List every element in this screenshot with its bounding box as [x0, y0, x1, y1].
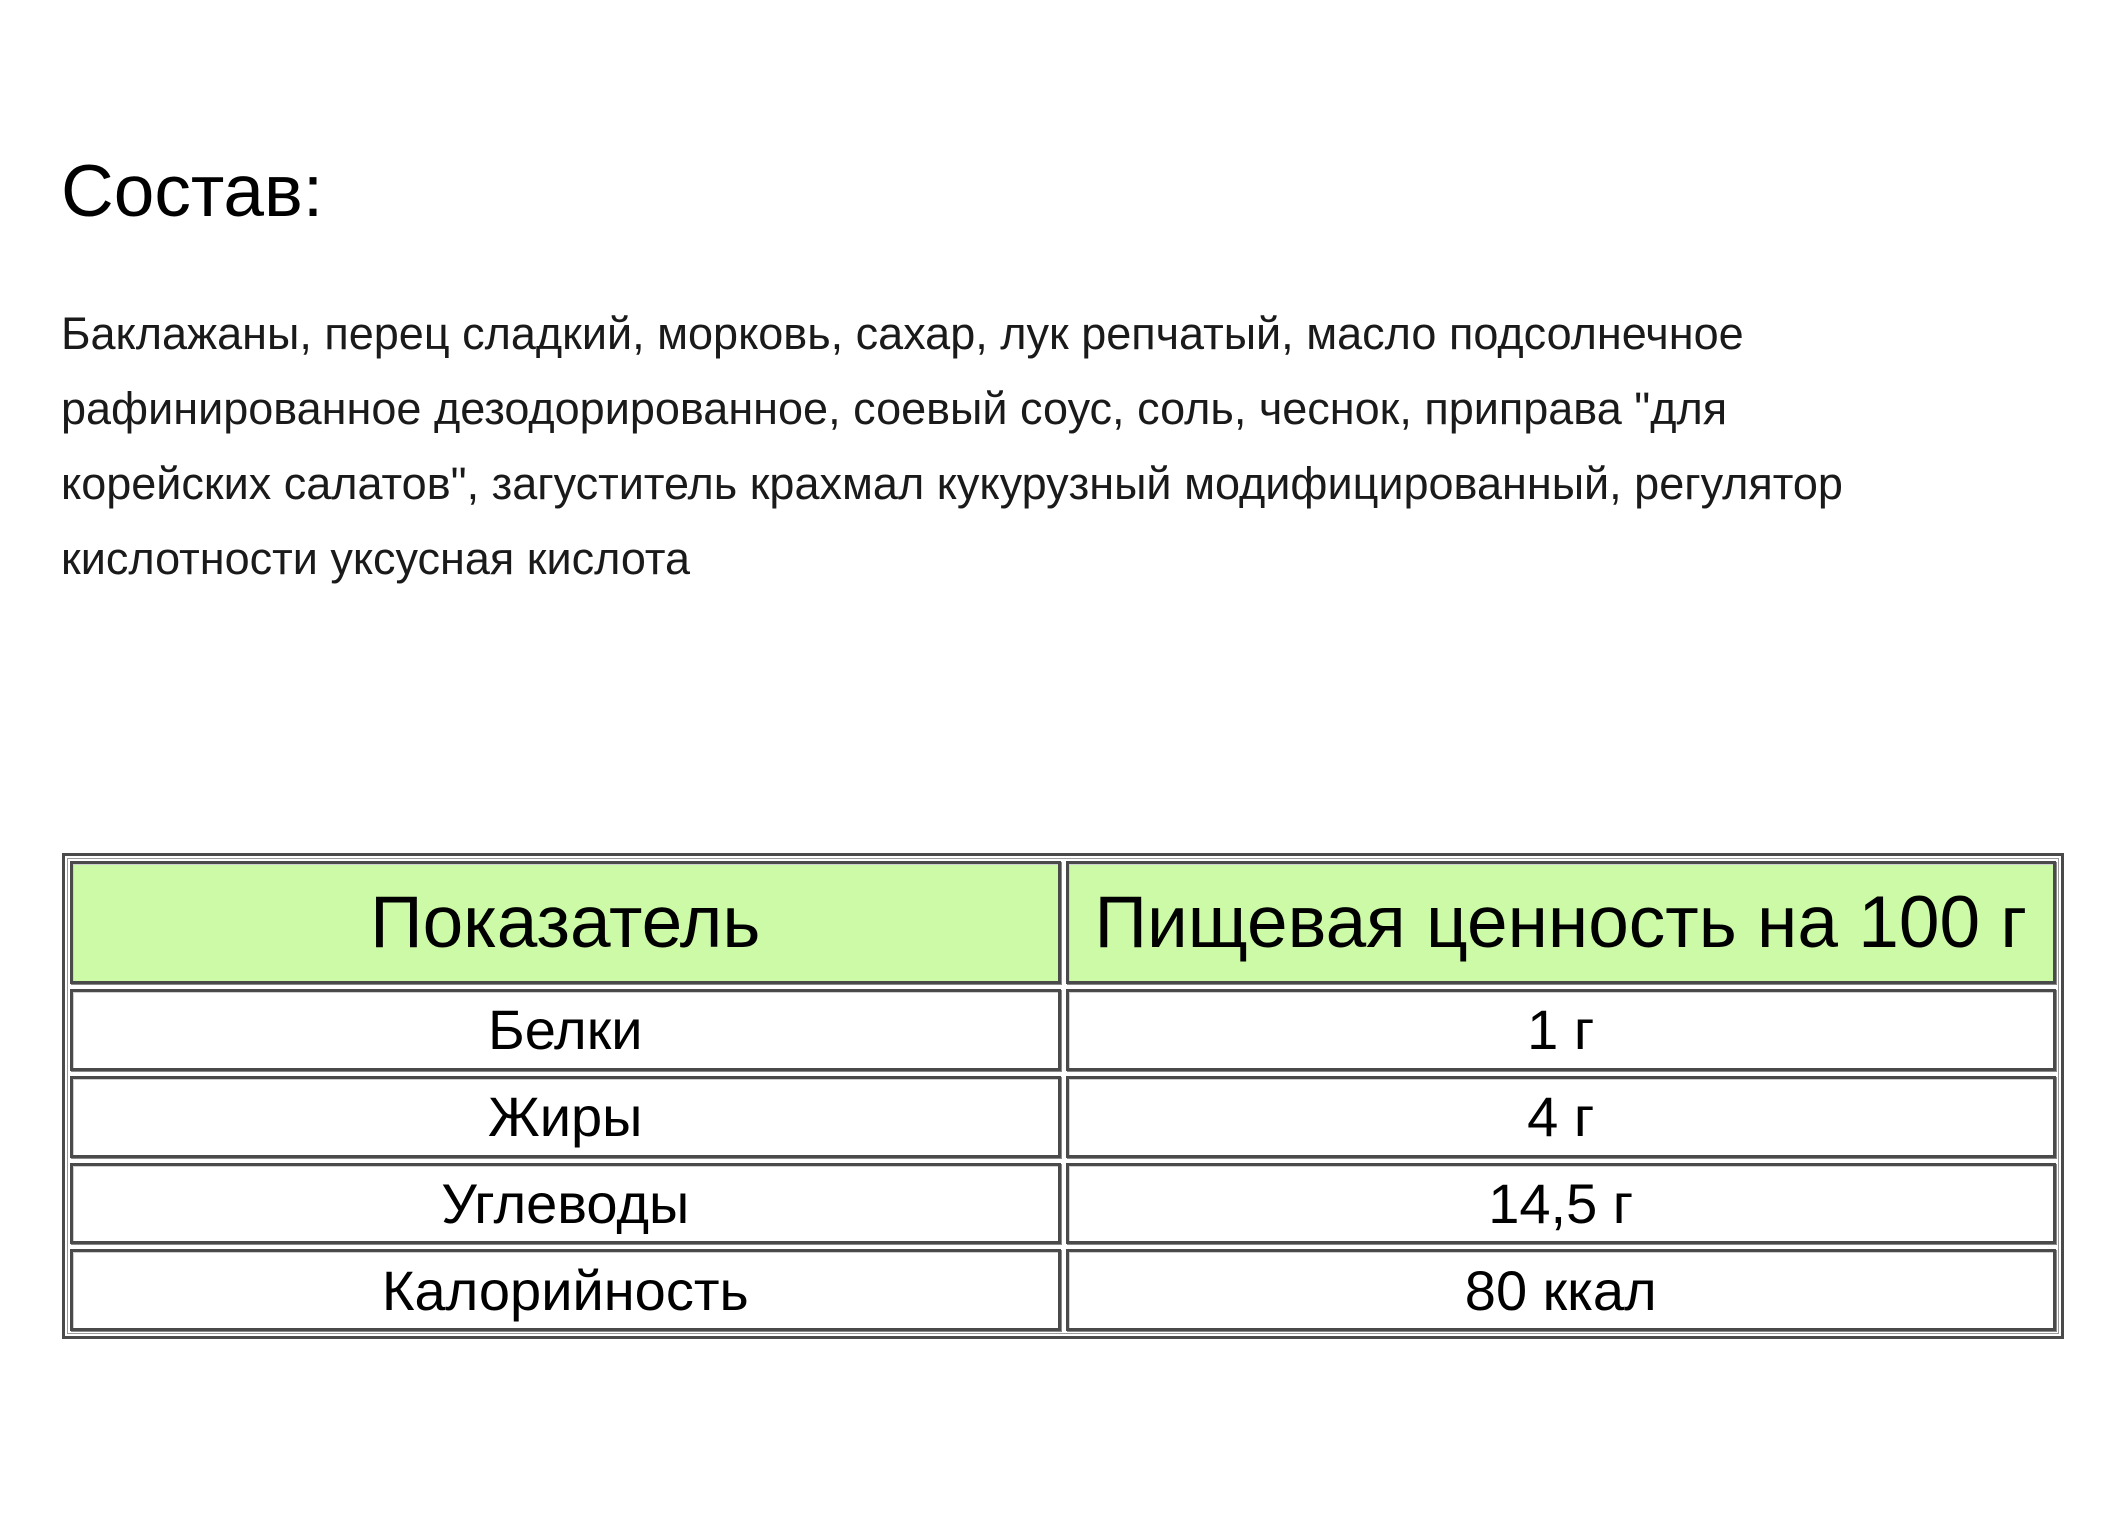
- row-label: Жиры: [70, 1076, 1061, 1158]
- ingredients-line: рафинированное дезодорированное, соевый соус, соль, чеснок, приправа "для: [61, 383, 1728, 434]
- ingredients-line: кислотности уксусная кислота: [61, 533, 691, 584]
- table-row: [70, 989, 2056, 1071]
- row-label: Белки: [70, 989, 1061, 1071]
- table-header-row: [70, 861, 2056, 984]
- header-nutritional-value: Пищевая ценность на 100 г: [1066, 861, 2057, 984]
- row-value: 4 г: [1066, 1076, 2057, 1158]
- table-row: [70, 1163, 2056, 1245]
- row-label: Углеводы: [70, 1163, 1061, 1245]
- row-label: Калорийность: [70, 1249, 1061, 1331]
- header-indicator: Показатель: [70, 861, 1061, 984]
- ingredients-line: Баклажаны, перец сладкий, морковь, сахар, лук репчатый, масло подсолнечное: [61, 308, 1744, 359]
- table-row: [70, 1076, 2056, 1158]
- ingredients-line: корейских салатов", загуститель крахмал кукурузный модифицированный, регулятор: [61, 458, 1843, 509]
- row-value: 1 г: [1066, 989, 2057, 1071]
- row-value: 14,5 г: [1066, 1163, 2057, 1245]
- composition-heading: Состав:: [61, 151, 324, 232]
- table-row: [70, 1249, 2056, 1331]
- nutrition-table: [62, 853, 2064, 1339]
- row-value: 80 ккал: [1066, 1249, 2057, 1331]
- ingredients-text: [61, 296, 2061, 596]
